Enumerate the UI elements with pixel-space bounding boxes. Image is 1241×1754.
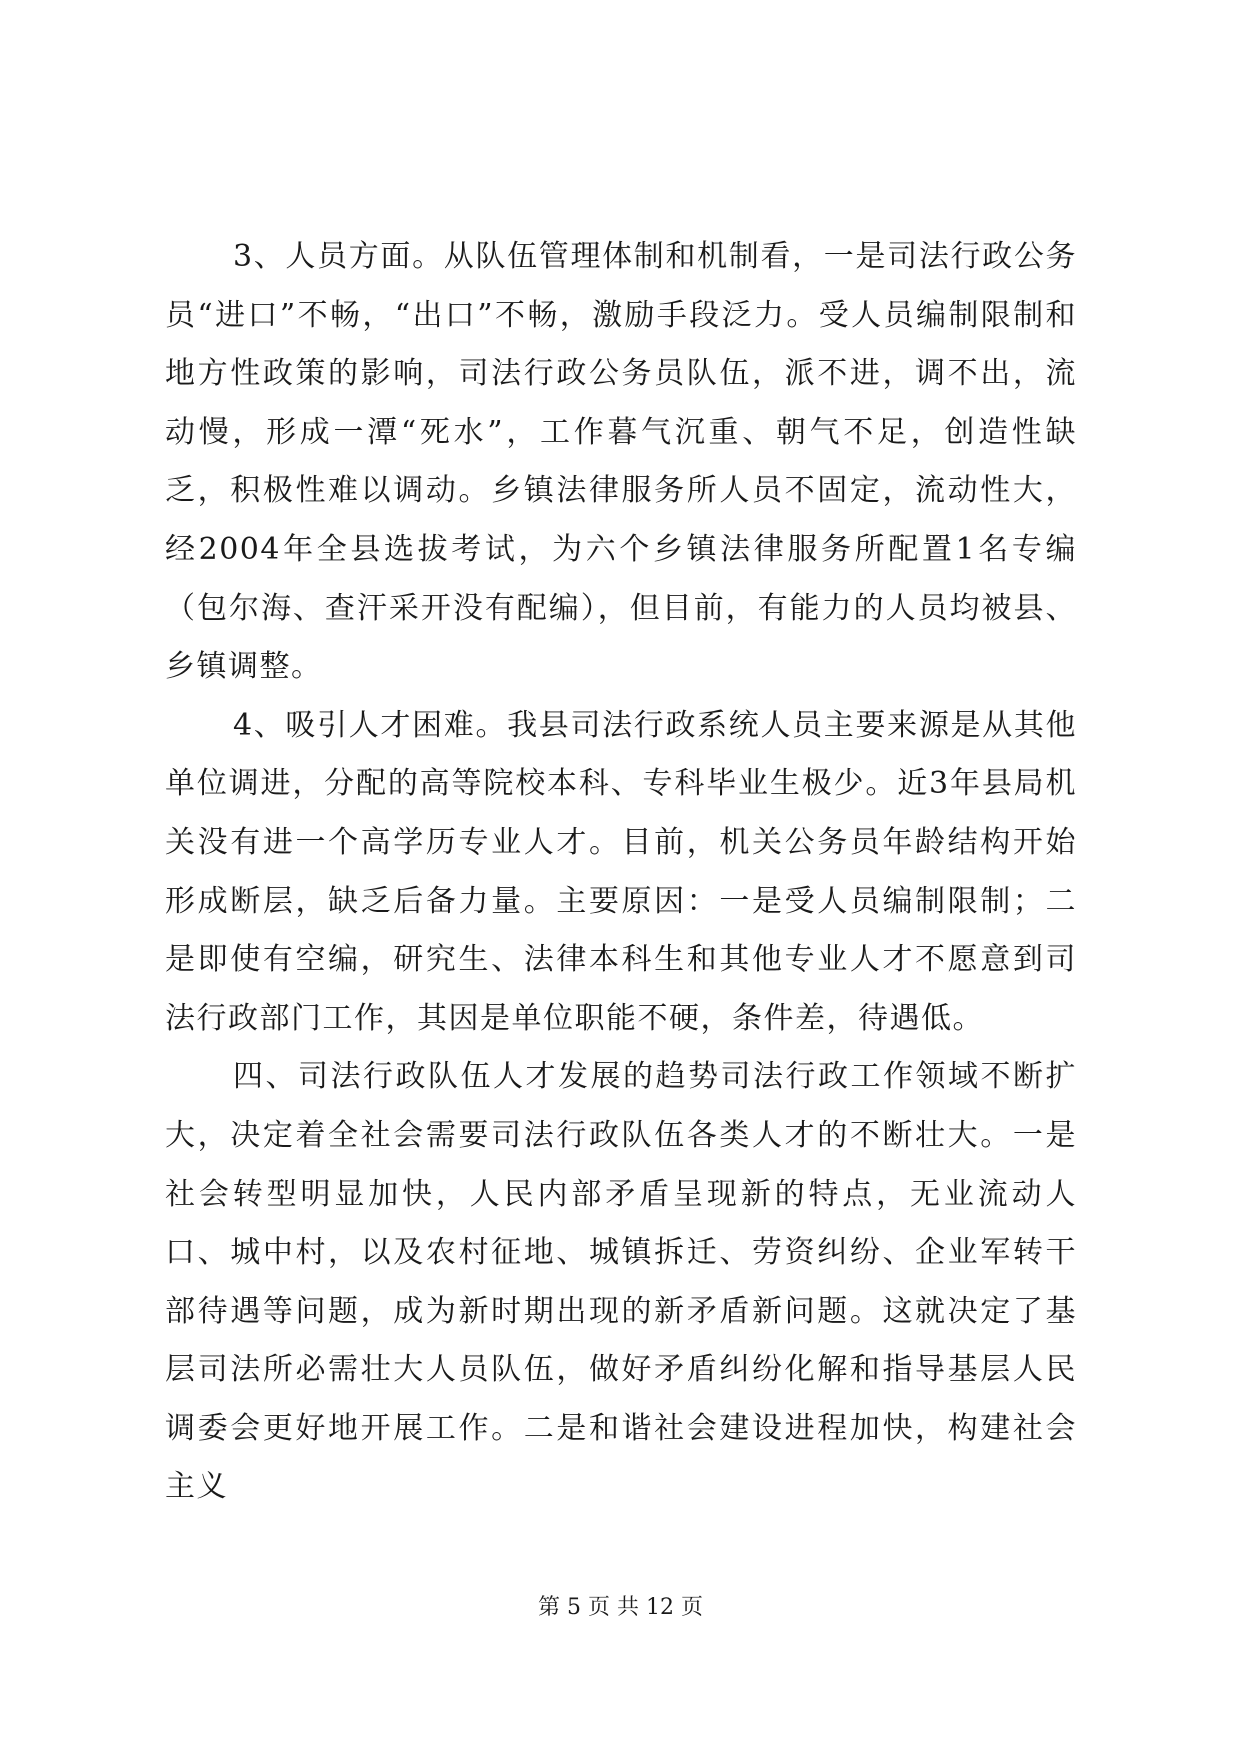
document-body bbox=[165, 228, 1077, 1517]
paragraph-development-trend: 四、司法行政队伍人才发展的趋势司法行政工作领域不断扩大，决定着全社会需要司法行政队伍各类人才的不断壮大。一是社会转型明显加快，人民内部矛盾呈现新的特点，无业流动人口、城中村，以及农村征地、城镇拆迁、劳资纠纷、企业军转干部待遇等问题，成为新时期出现的新矛盾新问题。这就决定了基层司法所必需壮大人员队伍，做好矛盾纠纷化解和指导基层人民调委会更好地开展工作。二是和谐社会建设进程加快，构建社会主义 bbox=[165, 1059, 1077, 1505]
page-footer: 第 5 页 共 12 页 bbox=[538, 1595, 703, 1620]
paragraph-talent-attraction: 4、吸引人才困难。我县司法行政系统人员主要来源是从其他单位调进，分配的高等院校本科、专科毕业生极少。近3年县局机关没有进一个高学历专业人才。目前，机关公务员年龄结构开始形成断层，缺乏后备力量。主要原因：一是受人员编制限制；二是即使有空编，研究生、法律本科生和其他专业人才不愿意到司法行政部门工作，其因是单位职能不硬，条件差，待遇低。 bbox=[165, 707, 1077, 1036]
paragraph-personnel: 3、人员方面。从队伍管理体制和机制看，一是司法行政公务员“进口”不畅，“出口”不畅，激励手段泛力。受人员编制限制和地方性政策的影响，司法行政公务员队伍，派不进，调不出，流动慢，形成一潭“死水”，工作暮气沉重、朝气不足，创造性缺乏，积极性难以调动。乡镇法律服务所人员不固定，流动性大，经2004年全县选拔考试，为六个乡镇法律服务所配置1名专编（包尔海、查汗采开没有配编），但目前，有能力的人员均被县、乡镇调整。 bbox=[165, 239, 1077, 685]
